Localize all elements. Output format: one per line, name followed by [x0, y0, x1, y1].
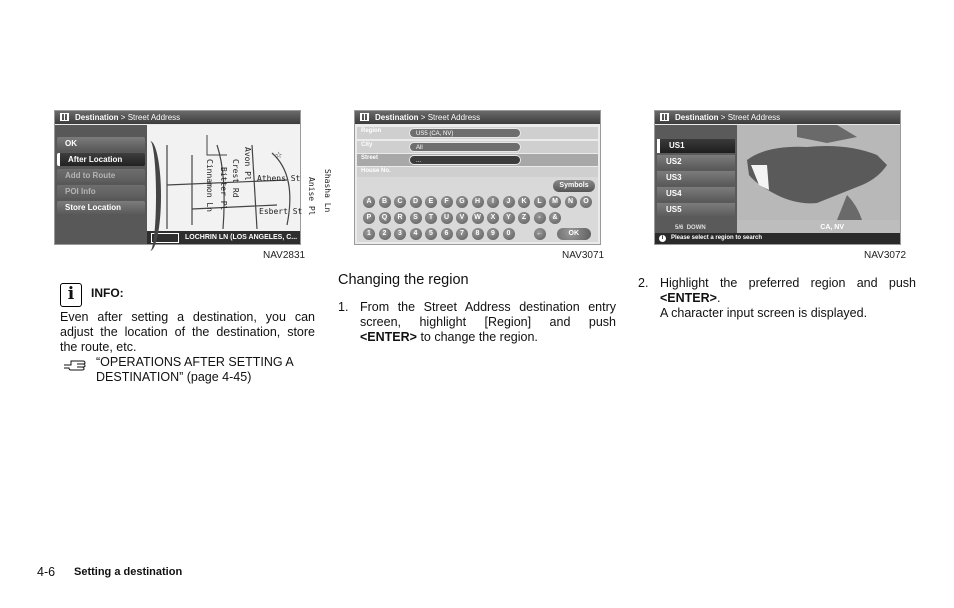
field-street[interactable]: [357, 154, 598, 166]
screen-subtitle: > Street Address: [420, 113, 481, 122]
enter-key-text: <ENTER>: [360, 330, 417, 344]
step-1-text: From the Street Address destination entry screen, highlight [Region] and push <ENTER> to change the region.: [360, 300, 616, 344]
enter-key-text: <ENTER>: [660, 291, 717, 305]
key-Q[interactable]: Q: [379, 212, 391, 224]
screen-subtitle: > Street Address: [720, 113, 781, 122]
field-label: House No.: [361, 168, 391, 174]
region-item-us2[interactable]: US2: [657, 155, 735, 169]
menu-item-add-to-route[interactable]: Add to Route: [57, 169, 145, 182]
key-2[interactable]: 2: [379, 228, 391, 240]
screen-header: [655, 111, 900, 124]
page-number: 4-6: [37, 565, 56, 579]
key-C[interactable]: C: [394, 196, 406, 208]
region-list: [655, 125, 737, 233]
key-Z[interactable]: Z: [518, 212, 530, 224]
key--[interactable]: -: [534, 212, 546, 224]
key-&[interactable]: &: [549, 212, 561, 224]
figure-region-select-screen: [654, 110, 901, 245]
key-B[interactable]: B: [379, 196, 391, 208]
region-map: [737, 125, 900, 233]
hint-text: Please select a region to search: [671, 235, 763, 241]
info-reference[interactable]: “OPERATIONS AFTER SETTING A DESTINATION” (page 4-45): [96, 355, 294, 384]
map-street-label: Bitter Pl: [219, 167, 228, 211]
key-E[interactable]: E: [425, 196, 437, 208]
map-street-label: Athens St: [257, 174, 301, 183]
destination-icon: [660, 113, 669, 121]
destination-icon: [60, 113, 69, 121]
page-indicator: 5/6 DOWN: [675, 225, 706, 231]
key-W[interactable]: W: [472, 212, 484, 224]
key-7[interactable]: 7: [456, 228, 468, 240]
key-X[interactable]: X: [487, 212, 499, 224]
field-label: City: [361, 142, 373, 148]
key-I[interactable]: I: [487, 196, 499, 208]
map-street-label: Avon Pl: [243, 147, 252, 181]
key-T[interactable]: T: [425, 212, 437, 224]
destination-menu: [55, 125, 147, 244]
key-M[interactable]: M: [549, 196, 561, 208]
step-number: 1.: [338, 300, 349, 314]
street-value[interactable]: ...: [409, 155, 521, 165]
key-Y[interactable]: Y: [503, 212, 515, 224]
key-8[interactable]: 8: [472, 228, 484, 240]
reference-hand-icon: [63, 356, 87, 372]
step-number: 2.: [638, 276, 649, 290]
step-2-note: A character input screen is displayed.: [660, 306, 868, 320]
map-street-label: Crest Rd: [231, 159, 240, 198]
key-0[interactable]: 0: [503, 228, 515, 240]
figure-code: NAV2831: [263, 250, 306, 261]
map-street-label: Shasha Ln: [323, 169, 332, 213]
figure-code: NAV3072: [864, 250, 907, 261]
region-item-us5[interactable]: US5: [657, 203, 735, 217]
key-S[interactable]: S: [410, 212, 422, 224]
field-label: Region: [361, 128, 382, 134]
character-keypad: [357, 177, 598, 242]
key-9[interactable]: 9: [487, 228, 499, 240]
menu-scroll-arc: [139, 141, 161, 251]
map-street-label: Anise Pl: [307, 177, 316, 216]
destination-star-icon: ☆: [275, 147, 283, 161]
footer-section-title: Setting a destination: [74, 566, 183, 578]
map-view[interactable]: [147, 125, 332, 244]
key-L[interactable]: L: [534, 196, 546, 208]
key-P[interactable]: P: [363, 212, 375, 224]
destination-icon: [360, 113, 369, 121]
key-R[interactable]: R: [394, 212, 406, 224]
key-G[interactable]: G: [456, 196, 468, 208]
screen-title: Destination: [75, 113, 119, 122]
section-heading: Changing the region: [338, 272, 469, 288]
screen-header: [55, 111, 300, 124]
map-street-label: Esbert St: [259, 207, 303, 216]
screen-title: Destination: [675, 113, 719, 122]
ok-key[interactable]: OK: [557, 228, 591, 240]
current-street-name: LOCHRIN LN (LOS ANGELES, C...: [185, 234, 298, 241]
key-A[interactable]: A: [363, 196, 375, 208]
key-F[interactable]: F: [441, 196, 453, 208]
figure-after-location-screen: [54, 110, 332, 245]
menu-item-ok[interactable]: OK: [57, 137, 145, 150]
key-3[interactable]: 3: [394, 228, 406, 240]
field-label: Street: [361, 155, 379, 161]
region-value[interactable]: US5 (CA, NV): [409, 128, 521, 138]
symbols-button[interactable]: Symbols: [553, 180, 595, 192]
info-text: Even after setting a destination, you can adjust the location of the destination, store the route, etc.: [60, 310, 315, 354]
key-U[interactable]: U: [441, 212, 453, 224]
key-J[interactable]: J: [503, 196, 515, 208]
region-item-us4[interactable]: US4: [657, 187, 735, 201]
map-status-bar: [147, 231, 300, 244]
figure-street-address-screen: [354, 110, 601, 245]
key-5[interactable]: 5: [425, 228, 437, 240]
field-region[interactable]: [357, 127, 598, 139]
key-N[interactable]: N: [565, 196, 577, 208]
menu-item-poi-info[interactable]: POI Info: [57, 185, 145, 198]
region-item-us3[interactable]: US3: [657, 171, 735, 185]
city-value[interactable]: All: [409, 142, 521, 152]
key-D[interactable]: D: [410, 196, 422, 208]
key-H[interactable]: H: [472, 196, 484, 208]
region-item-us1[interactable]: US1: [657, 139, 735, 153]
key-1[interactable]: 1: [363, 228, 375, 240]
info-label: INFO:: [91, 286, 124, 300]
info-i-icon: i: [60, 283, 82, 307]
map-street-label: Cinnamon Ln: [205, 159, 214, 212]
selected-region-name: CA, NV: [820, 224, 844, 231]
key-4[interactable]: 4: [410, 228, 422, 240]
screen-title: Destination: [375, 113, 419, 122]
step-2-text: Highlight the preferred region and push <ENTER>.: [660, 276, 916, 305]
backspace-key[interactable]: ←: [534, 228, 546, 240]
key-O[interactable]: O: [580, 196, 592, 208]
menu-item-after-location[interactable]: After Location: [57, 153, 145, 166]
key-V[interactable]: V: [456, 212, 468, 224]
field-city[interactable]: [357, 141, 598, 153]
north-america-map: [737, 125, 900, 220]
screen-header: [355, 111, 600, 124]
menu-item-store-location[interactable]: Store Location: [57, 201, 145, 214]
figure-code: NAV3071: [562, 250, 605, 261]
screen-subtitle: > Street Address: [120, 113, 181, 122]
hint-bar: [655, 233, 900, 244]
key-K[interactable]: K: [518, 196, 530, 208]
key-6[interactable]: 6: [441, 228, 453, 240]
info-icon: i: [659, 235, 666, 242]
